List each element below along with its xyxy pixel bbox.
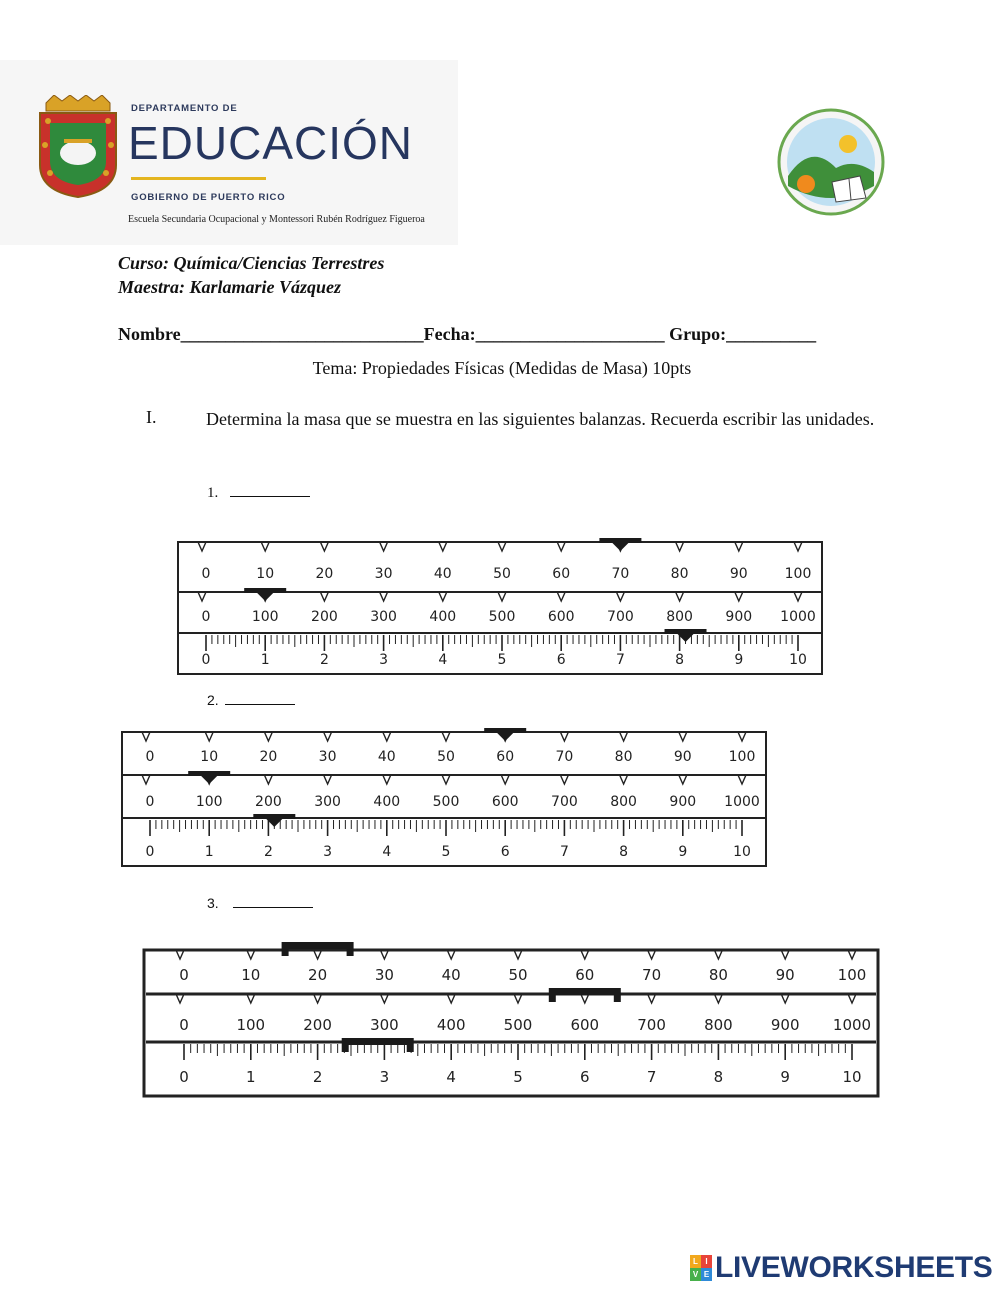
beam-notch bbox=[557, 592, 565, 601]
beam-notch bbox=[198, 542, 206, 551]
beam-notch bbox=[679, 775, 687, 784]
scale-label: 800 bbox=[666, 609, 693, 625]
rider-pointer bbox=[201, 776, 217, 784]
logo-tile: L bbox=[690, 1255, 701, 1268]
scale-label: 1000 bbox=[832, 1016, 872, 1034]
scale-label: 0 bbox=[201, 566, 211, 582]
beam-notch bbox=[380, 542, 388, 551]
scale-label: 5 bbox=[513, 1068, 523, 1086]
scale-label: 100 bbox=[195, 794, 223, 810]
liveworksheets-logo bbox=[690, 1252, 993, 1284]
beam-notch bbox=[264, 732, 272, 741]
scale-label: 0 bbox=[201, 609, 211, 625]
scale-label: 20 bbox=[315, 566, 334, 582]
scale-label: 0 bbox=[179, 966, 189, 984]
scale-label: 1000 bbox=[780, 609, 816, 625]
scale-label: 20 bbox=[308, 966, 328, 984]
logo-tile: V bbox=[690, 1268, 701, 1281]
beam-notch bbox=[324, 775, 332, 784]
question-3 bbox=[207, 893, 313, 911]
scale-label: 2 bbox=[263, 844, 273, 860]
rider-pointer bbox=[257, 593, 273, 601]
scale-label: 300 bbox=[314, 794, 341, 810]
liveworksheets-icon bbox=[690, 1255, 712, 1281]
beam-notch bbox=[383, 732, 391, 741]
beam-notch bbox=[557, 542, 565, 551]
scale-label: 0 bbox=[145, 794, 155, 810]
scale-label: 1000 bbox=[724, 794, 760, 810]
scale-label: 90 bbox=[775, 966, 795, 984]
scale-label: 600 bbox=[547, 609, 575, 625]
nombre-label: Nombre bbox=[118, 324, 181, 344]
question-number: 2. bbox=[207, 692, 219, 708]
beam-notch bbox=[439, 542, 447, 551]
rider-middle-beam bbox=[188, 771, 230, 784]
scale-label: 500 bbox=[488, 609, 516, 625]
scale-label: 30 bbox=[318, 749, 337, 765]
beam-notch bbox=[142, 732, 150, 741]
scale-label: 60 bbox=[575, 966, 595, 984]
fecha-label: Fecha: bbox=[423, 324, 476, 344]
beam-notch bbox=[620, 732, 628, 741]
gold-divider bbox=[131, 177, 266, 180]
scale-label: 7 bbox=[559, 844, 569, 860]
scale-label: 4 bbox=[382, 844, 392, 860]
scale-label: 200 bbox=[303, 1016, 332, 1034]
department-label: DEPARTAMENTO DE bbox=[131, 103, 238, 114]
rider-top-beam bbox=[484, 728, 526, 741]
scale-label: 9 bbox=[678, 844, 688, 860]
scale-label: 50 bbox=[493, 566, 511, 582]
scale-label: 800 bbox=[610, 794, 637, 810]
beam-notch bbox=[198, 592, 206, 601]
question-number: 1. bbox=[207, 485, 219, 501]
scale-label: 3 bbox=[323, 844, 333, 860]
rider-bar bbox=[188, 771, 230, 776]
scale-label: 0 bbox=[201, 652, 211, 668]
beam-notch bbox=[442, 732, 450, 741]
rider-bottom-beam bbox=[665, 629, 707, 642]
scale-label: 6 bbox=[556, 652, 566, 668]
beam-notch bbox=[324, 732, 332, 741]
scale-label: 4 bbox=[446, 1068, 456, 1086]
beam-notch bbox=[794, 592, 802, 601]
scale-label: 40 bbox=[377, 749, 396, 765]
scale-label: 70 bbox=[611, 566, 630, 582]
scale-label: 40 bbox=[441, 966, 461, 984]
school-name: Escuela Secundaria Ocupacional y Montessori Rubén Rodríguez Figueroa bbox=[128, 214, 425, 225]
scale-label: 500 bbox=[432, 794, 460, 810]
scale-label: 7 bbox=[646, 1068, 657, 1086]
grupo-blank[interactable]: __________ bbox=[726, 324, 817, 344]
scale-label: 1 bbox=[246, 1068, 256, 1086]
beam-notch bbox=[261, 542, 269, 551]
topic-title: Tema: Propiedades Físicas (Medidas de Masa) 10pts bbox=[312, 358, 692, 378]
beam-notch bbox=[735, 592, 743, 601]
teacher-name: Maestra: Karlamarie Vázquez bbox=[118, 277, 342, 297]
scale-label: 70 bbox=[642, 966, 662, 984]
scale-label: 0 bbox=[145, 749, 155, 765]
course-title: Curso: Química/Ciencias Terrestres bbox=[118, 253, 385, 273]
scale-label: 100 bbox=[784, 566, 812, 582]
scale-label: 9 bbox=[780, 1068, 790, 1086]
scale-label: 100 bbox=[236, 1016, 266, 1034]
scale-label: 900 bbox=[725, 609, 753, 625]
logo-tile: I bbox=[701, 1255, 712, 1268]
beam-notch bbox=[320, 592, 328, 601]
rider-middle-beam bbox=[244, 588, 286, 601]
scale-label: 10 bbox=[256, 566, 275, 582]
beam-notch bbox=[616, 592, 624, 601]
beam-notch bbox=[676, 542, 684, 551]
rider-bar bbox=[665, 629, 707, 634]
scale-label: 80 bbox=[708, 966, 728, 984]
scale-label: 70 bbox=[555, 749, 574, 765]
beam-notch bbox=[383, 775, 391, 784]
rider-pointer bbox=[497, 733, 513, 741]
school-logo-icon bbox=[776, 106, 886, 218]
puerto-rico-coat-of-arms-icon bbox=[36, 95, 120, 199]
scale-label: 20 bbox=[259, 749, 278, 765]
question-1 bbox=[207, 482, 310, 502]
scale-label: 400 bbox=[436, 1016, 466, 1034]
section-number: I. bbox=[146, 407, 157, 427]
beam-notch bbox=[142, 775, 150, 784]
scale-label: 700 bbox=[637, 1016, 666, 1034]
triple-beam-balance-3 bbox=[140, 932, 886, 1104]
scale-label: 10 bbox=[789, 652, 807, 668]
scale-label: 3 bbox=[379, 1068, 390, 1086]
answer-blank-3[interactable] bbox=[233, 893, 313, 908]
scale-label: 100 bbox=[251, 609, 279, 625]
government-label: GOBIERNO DE PUERTO RICO bbox=[131, 192, 286, 203]
scale-label: 500 bbox=[503, 1016, 533, 1034]
rider-body bbox=[282, 942, 354, 956]
scale-label: 400 bbox=[373, 794, 401, 810]
scale-label: 900 bbox=[669, 794, 697, 810]
rider-pointer bbox=[612, 543, 628, 551]
beam-notch bbox=[676, 592, 684, 601]
scale-label: 100 bbox=[837, 966, 867, 984]
question-number: 3. bbox=[207, 895, 219, 911]
student-fields bbox=[118, 324, 816, 345]
beam-notch bbox=[560, 732, 568, 741]
triple-beam-balance-1 bbox=[172, 532, 832, 682]
beam-notch bbox=[498, 542, 506, 551]
scale-label: 6 bbox=[580, 1068, 590, 1086]
instruction-text: Determina la masa que se muestra en las siguientes balanzas. Recuerda escribir las unidades. bbox=[206, 409, 875, 429]
scale-label: 600 bbox=[570, 1016, 600, 1034]
scale-label: 50 bbox=[437, 749, 455, 765]
scale-label: 30 bbox=[374, 566, 393, 582]
scale-label: 1 bbox=[260, 652, 270, 668]
scale-label: 7 bbox=[615, 652, 625, 668]
rider-body bbox=[549, 988, 621, 1002]
beam-notch bbox=[560, 775, 568, 784]
rider-bar bbox=[253, 814, 295, 819]
liveworksheets-brand: LIVEWORKSHEETS bbox=[715, 1251, 993, 1284]
scale-label: 800 bbox=[704, 1016, 733, 1034]
scale-label: 200 bbox=[255, 794, 282, 810]
scale-label: 4 bbox=[438, 652, 448, 668]
scale-label: 700 bbox=[551, 794, 578, 810]
answer-blank-2[interactable] bbox=[225, 690, 295, 705]
scale-label: 10 bbox=[200, 749, 219, 765]
scale-label: 6 bbox=[500, 844, 510, 860]
rider-bar bbox=[599, 538, 641, 543]
scale-label: 10 bbox=[241, 966, 261, 984]
scale-label: 10 bbox=[842, 1068, 862, 1086]
beam-notch bbox=[794, 542, 802, 551]
scale-label: 1 bbox=[204, 844, 214, 860]
scale-label: 90 bbox=[729, 566, 748, 582]
answer-blank-1[interactable] bbox=[230, 482, 310, 497]
scale-label: 80 bbox=[614, 749, 633, 765]
scale-label: 8 bbox=[675, 652, 685, 668]
scale-label: 40 bbox=[433, 566, 452, 582]
beam-notch bbox=[498, 592, 506, 601]
scale-label: 10 bbox=[733, 844, 751, 860]
beam-notch bbox=[679, 732, 687, 741]
beam-notch bbox=[735, 542, 743, 551]
scale-label: 700 bbox=[607, 609, 634, 625]
rider-middle-beam bbox=[549, 988, 621, 1002]
rider-bar bbox=[484, 728, 526, 733]
question-2 bbox=[207, 690, 295, 708]
logo-tile: E bbox=[701, 1268, 712, 1281]
beam-notch bbox=[738, 732, 746, 741]
scale-label: 400 bbox=[429, 609, 457, 625]
nombre-blank[interactable]: ___________________________ bbox=[180, 324, 424, 344]
triple-beam-balance-2 bbox=[116, 722, 776, 874]
scale-label: 600 bbox=[491, 794, 519, 810]
scale-label: 5 bbox=[497, 652, 507, 668]
scale-label: 200 bbox=[311, 609, 338, 625]
beam-notch bbox=[439, 592, 447, 601]
rider-top-beam bbox=[282, 942, 354, 956]
scale-label: 60 bbox=[552, 566, 571, 582]
scale-label: 30 bbox=[374, 966, 394, 984]
beam-notch bbox=[264, 775, 272, 784]
rider-bottom-beam bbox=[253, 814, 295, 827]
scale-label: 2 bbox=[312, 1068, 323, 1086]
scale-label: 90 bbox=[673, 749, 692, 765]
scale-label: 80 bbox=[670, 566, 689, 582]
beam-notch bbox=[205, 732, 213, 741]
scale-label: 0 bbox=[145, 844, 155, 860]
beam-notch bbox=[738, 775, 746, 784]
scale-label: 0 bbox=[179, 1068, 189, 1086]
grupo-label: Grupo: bbox=[669, 324, 727, 344]
scale-label: 300 bbox=[370, 1016, 399, 1034]
scale-label: 50 bbox=[508, 966, 528, 984]
scale-label: 60 bbox=[496, 749, 515, 765]
scale-label: 0 bbox=[179, 1016, 189, 1034]
beam-notch bbox=[442, 775, 450, 784]
department-name: EDUCACIÓN bbox=[128, 117, 414, 169]
scale-label: 9 bbox=[734, 652, 744, 668]
beam-notch bbox=[320, 542, 328, 551]
fecha-blank[interactable]: _____________________ bbox=[475, 324, 665, 344]
beam-notch bbox=[620, 775, 628, 784]
scale-label: 300 bbox=[370, 609, 397, 625]
scale-label: 2 bbox=[319, 652, 329, 668]
scale-label: 900 bbox=[770, 1016, 800, 1034]
scale-label: 5 bbox=[441, 844, 451, 860]
scale-label: 100 bbox=[728, 749, 756, 765]
beam-notch bbox=[501, 775, 509, 784]
rider-bar bbox=[244, 588, 286, 593]
scale-label: 3 bbox=[379, 652, 389, 668]
rider-top-beam bbox=[599, 538, 641, 551]
scale-label: 8 bbox=[713, 1068, 724, 1086]
beam-notch bbox=[380, 592, 388, 601]
scale-label: 8 bbox=[619, 844, 629, 860]
